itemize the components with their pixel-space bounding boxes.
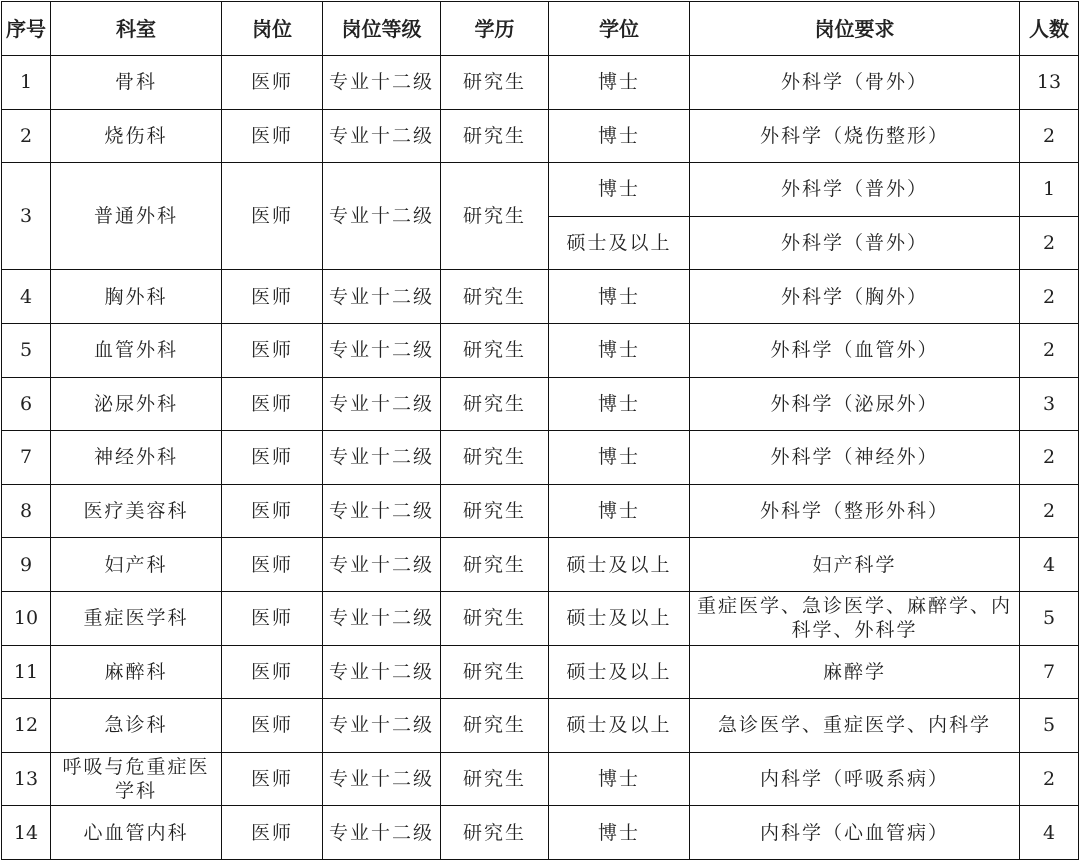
cell-count: 5 [1020, 591, 1079, 645]
cell-index: 10 [2, 591, 51, 645]
cell-degree: 硕士及以上 [549, 699, 690, 753]
cell-post-level: 专业十二级 [323, 699, 441, 753]
table-row [2, 806, 1079, 860]
cell-education: 研究生 [441, 591, 549, 645]
cell-index: 7 [2, 431, 51, 485]
cell-degree: 硕士及以上 [549, 645, 690, 699]
cell-post-level: 专业十二级 [323, 752, 441, 806]
header-post: 岗位 [222, 2, 323, 56]
cell-degree: 博士 [549, 484, 690, 538]
cell-education: 研究生 [441, 270, 549, 324]
cell-requirement: 内科学（呼吸系病） [690, 752, 1020, 806]
cell-count: 2 [1020, 109, 1079, 163]
cell-post-level: 专业十二级 [323, 163, 441, 270]
cell-requirement: 外科学（烧伤整形） [690, 109, 1020, 163]
table-row [2, 270, 1079, 324]
cell-post-level: 专业十二级 [323, 484, 441, 538]
table-row [2, 323, 1079, 377]
cell-index: 4 [2, 270, 51, 324]
cell-department: 血管外科 [51, 323, 222, 377]
cell-count: 2 [1020, 431, 1079, 485]
cell-department: 重症医学科 [51, 591, 222, 645]
cell-index: 6 [2, 377, 51, 431]
cell-post: 医师 [222, 484, 323, 538]
cell-requirement: 麻醉学 [690, 645, 1020, 699]
cell-post-level: 专业十二级 [323, 323, 441, 377]
cell-index: 2 [2, 109, 51, 163]
cell-requirement: 急诊医学、重症医学、内科学 [690, 699, 1020, 753]
cell-department: 神经外科 [51, 431, 222, 485]
cell-post: 医师 [222, 699, 323, 753]
cell-education: 研究生 [441, 109, 549, 163]
header-education: 学历 [441, 2, 549, 56]
cell-index: 14 [2, 806, 51, 860]
cell-education: 研究生 [441, 484, 549, 538]
cell-requirement: 外科学（胸外） [690, 270, 1020, 324]
cell-degree: 博士 [549, 109, 690, 163]
cell-education: 研究生 [441, 163, 549, 270]
cell-education: 研究生 [441, 538, 549, 592]
cell-index: 11 [2, 645, 51, 699]
cell-count: 1 [1020, 163, 1079, 217]
cell-post: 医师 [222, 109, 323, 163]
cell-post-level: 专业十二级 [323, 806, 441, 860]
cell-department: 烧伤科 [51, 109, 222, 163]
cell-index: 3 [2, 163, 51, 270]
cell-education: 研究生 [441, 431, 549, 485]
cell-requirement: 妇产科学 [690, 538, 1020, 592]
header-index: 序号 [2, 2, 51, 56]
cell-post-level: 专业十二级 [323, 538, 441, 592]
recruitment-table [1, 1, 1079, 860]
cell-count: 3 [1020, 377, 1079, 431]
cell-count: 13 [1020, 56, 1079, 110]
cell-department: 心血管内科 [51, 806, 222, 860]
cell-post: 医师 [222, 591, 323, 645]
cell-degree: 博士 [549, 163, 690, 217]
table-row [2, 163, 1079, 217]
header-post-level: 岗位等级 [323, 2, 441, 56]
cell-degree: 硕士及以上 [549, 591, 690, 645]
cell-education: 研究生 [441, 752, 549, 806]
cell-post: 医师 [222, 270, 323, 324]
cell-requirement: 外科学（神经外） [690, 431, 1020, 485]
cell-count: 2 [1020, 323, 1079, 377]
table-row [2, 699, 1079, 753]
cell-department: 骨科 [51, 56, 222, 110]
cell-index: 12 [2, 699, 51, 753]
header-count: 人数 [1020, 2, 1079, 56]
table-row [2, 56, 1079, 110]
cell-education: 研究生 [441, 323, 549, 377]
cell-education: 研究生 [441, 56, 549, 110]
table-row [2, 377, 1079, 431]
cell-index: 13 [2, 752, 51, 806]
table-row [2, 591, 1079, 645]
cell-count: 2 [1020, 216, 1079, 270]
cell-requirement: 外科学（整形外科） [690, 484, 1020, 538]
table-row [2, 538, 1079, 592]
cell-education: 研究生 [441, 377, 549, 431]
cell-degree: 博士 [549, 806, 690, 860]
cell-degree: 硕士及以上 [549, 538, 690, 592]
cell-education: 研究生 [441, 806, 549, 860]
cell-count: 2 [1020, 752, 1079, 806]
cell-post: 医师 [222, 806, 323, 860]
cell-count: 7 [1020, 645, 1079, 699]
table-row [2, 752, 1079, 806]
header-row [2, 2, 1079, 56]
cell-post-level: 专业十二级 [323, 377, 441, 431]
cell-post: 医师 [222, 323, 323, 377]
cell-post-level: 专业十二级 [323, 591, 441, 645]
table-row [2, 431, 1079, 485]
cell-post-level: 专业十二级 [323, 645, 441, 699]
cell-department: 急诊科 [51, 699, 222, 753]
cell-department: 胸外科 [51, 270, 222, 324]
cell-requirement: 外科学（泌尿外） [690, 377, 1020, 431]
cell-requirement: 外科学（骨外） [690, 56, 1020, 110]
cell-requirement: 内科学（心血管病） [690, 806, 1020, 860]
header-requirement: 岗位要求 [690, 2, 1020, 56]
cell-requirement: 重症医学、急诊医学、麻醉学、内科学、外科学 [690, 591, 1020, 645]
cell-index: 9 [2, 538, 51, 592]
header-degree: 学位 [549, 2, 690, 56]
cell-count: 4 [1020, 806, 1079, 860]
table-row [2, 109, 1079, 163]
cell-degree: 博士 [549, 431, 690, 485]
cell-post: 医师 [222, 752, 323, 806]
cell-requirement: 外科学（血管外） [690, 323, 1020, 377]
cell-department: 妇产科 [51, 538, 222, 592]
cell-department: 泌尿外科 [51, 377, 222, 431]
cell-post-level: 专业十二级 [323, 109, 441, 163]
cell-post: 医师 [222, 538, 323, 592]
cell-post: 医师 [222, 377, 323, 431]
cell-count: 4 [1020, 538, 1079, 592]
cell-degree: 博士 [549, 56, 690, 110]
table-row [2, 645, 1079, 699]
cell-post-level: 专业十二级 [323, 431, 441, 485]
cell-department: 医疗美容科 [51, 484, 222, 538]
cell-post: 医师 [222, 56, 323, 110]
table-row [2, 484, 1079, 538]
cell-post: 医师 [222, 645, 323, 699]
cell-post: 医师 [222, 163, 323, 270]
cell-requirement: 外科学（普外） [690, 163, 1020, 217]
cell-post: 医师 [222, 431, 323, 485]
cell-department: 普通外科 [51, 163, 222, 270]
cell-degree: 硕士及以上 [549, 216, 690, 270]
cell-education: 研究生 [441, 645, 549, 699]
cell-count: 2 [1020, 270, 1079, 324]
cell-department: 麻醉科 [51, 645, 222, 699]
cell-education: 研究生 [441, 699, 549, 753]
cell-index: 1 [2, 56, 51, 110]
cell-post-level: 专业十二级 [323, 56, 441, 110]
cell-degree: 博士 [549, 323, 690, 377]
cell-department: 呼吸与危重症医学科 [51, 752, 222, 806]
cell-index: 8 [2, 484, 51, 538]
cell-degree: 博士 [549, 270, 690, 324]
cell-post-level: 专业十二级 [323, 270, 441, 324]
cell-count: 2 [1020, 484, 1079, 538]
cell-degree: 博士 [549, 377, 690, 431]
cell-index: 5 [2, 323, 51, 377]
cell-degree: 博士 [549, 752, 690, 806]
cell-count: 5 [1020, 699, 1079, 753]
cell-requirement: 外科学（普外） [690, 216, 1020, 270]
header-department: 科室 [51, 2, 222, 56]
